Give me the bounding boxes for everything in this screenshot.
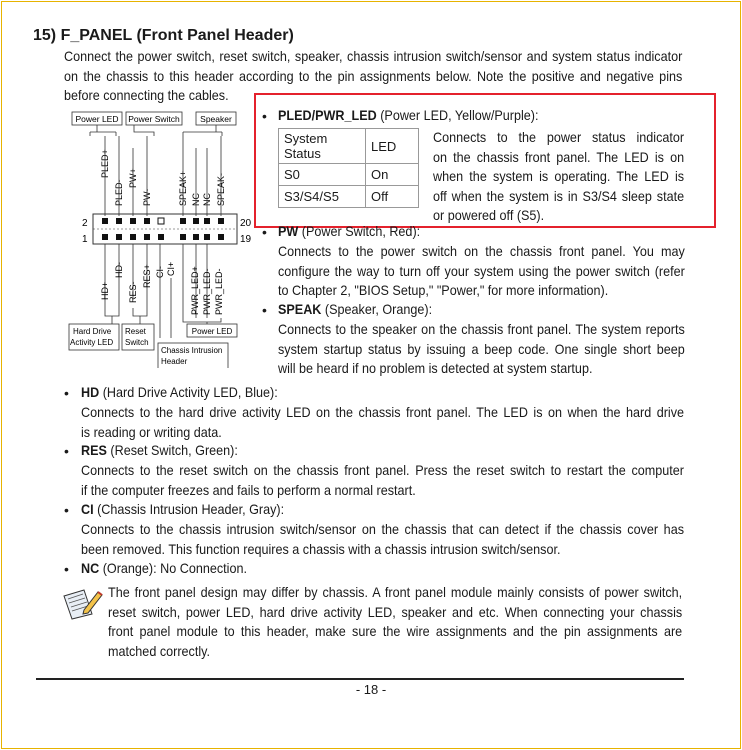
note-line: front panel module to this header, make sure the wire assignments and the pin assignments are <box>108 623 683 639</box>
ci-line: Connects to the chassis intrusion switch/sensor on the chassis that can detect if the chassis cover has <box>81 521 684 537</box>
pin-label: RES+ <box>142 264 152 288</box>
pled-line: on the chassis front panel. The LED is on <box>433 148 685 165</box>
pin-label: HD- <box>114 262 124 278</box>
page-number: - 18 - <box>355 682 387 697</box>
table-cell: On <box>366 164 419 186</box>
pin-label: HD+ <box>100 281 110 300</box>
pin-label: NC <box>191 193 201 206</box>
res-heading-rest: (Reset Switch, Green): <box>106 442 238 458</box>
status-table <box>278 128 419 208</box>
table-cell: S3/S4/S5 <box>279 186 366 208</box>
section-title: F_PANEL (Front Panel Header) <box>60 27 294 44</box>
power-led-bottom-label: Power LED <box>191 327 233 336</box>
pin-label: CI- <box>155 266 165 278</box>
hd-description <box>81 403 684 442</box>
pin-label: PLED+ <box>100 149 110 178</box>
intro-line: Connect the power switch, reset switch, speaker, chassis intrusion switch/sensor and system status indicator <box>64 48 683 64</box>
hd-line: Connects to the hard drive activity LED on the chassis front panel. The LED is on when the hard drive <box>81 404 684 420</box>
pled-line: Connects to the power status indicator <box>433 129 685 145</box>
pled-line: when the system is operating. The LED is <box>433 168 685 184</box>
pw-description <box>278 242 685 301</box>
ci-heading-rest: (Chassis Intrusion Header, Gray): <box>93 501 285 517</box>
bullet: • <box>64 561 69 577</box>
reset-switch-label: Reset Switch <box>125 327 149 347</box>
pin-label: RES- <box>128 281 138 303</box>
hd-heading-bold: HD <box>81 384 100 400</box>
pin-number-bottom-right: 19 <box>240 234 252 245</box>
pled-heading-rest: (Power LED, Yellow/Purple): <box>376 107 539 123</box>
nc-heading-rest: (Orange): No Connection. <box>99 560 247 576</box>
res-line: Connects to the reset switch on the chassis front panel. Press the reset switch to restart the computer <box>81 462 684 478</box>
table-header-row <box>279 129 419 164</box>
ci-line: been removed. This function requires a chassis with a chassis intrusion switch/sensor. <box>81 540 561 557</box>
table-header: LED <box>366 129 419 164</box>
pled-line: off when the system is in S3/S4 sleep state <box>433 187 685 204</box>
table-row <box>279 164 419 186</box>
intro-line: before connecting the cables. <box>64 87 229 103</box>
table-cell: Off <box>366 186 419 208</box>
pin-label: SPEAK- <box>216 172 226 206</box>
speak-line: will be heard if no problem is detected at system startup. <box>278 360 593 376</box>
pin-label: NC <box>202 193 212 206</box>
note-line: reset switch, power LED, hard drive activity LED, speaker and etc. When connecting your chassis <box>108 603 683 620</box>
speaker-label: Speaker <box>200 114 232 124</box>
speak-description <box>278 320 685 379</box>
pw-heading <box>278 222 420 242</box>
ci-heading <box>81 500 284 520</box>
note-line: matched correctly. <box>108 642 211 659</box>
speak-heading-rest: (Speaker, Orange): <box>321 301 433 317</box>
pw-heading-rest: (Power Switch, Red): <box>298 223 421 239</box>
pin-label: PW+ <box>128 168 138 188</box>
res-line: if the computer freezes and fails to perform a normal restart. <box>81 481 416 498</box>
pled-description <box>433 128 684 226</box>
chassis-intrusion-label: Chassis Intrusion Header <box>161 346 223 366</box>
hd-line: is reading or writing data. <box>81 423 222 440</box>
hd-heading <box>81 383 278 403</box>
pin-number-bottom-left: 1 <box>82 234 88 245</box>
speak-heading-bold: SPEAK <box>278 301 322 317</box>
note-icon <box>62 586 104 620</box>
pin-label: PWR_LED- <box>202 268 212 315</box>
section-number: 15) <box>33 27 57 44</box>
pw-line: configure the way to turn off your system using the power switch (refer <box>278 262 685 279</box>
speak-heading <box>278 300 432 320</box>
res-description <box>81 461 684 500</box>
section-heading <box>33 27 294 45</box>
res-heading <box>81 441 238 461</box>
pin-number-top-left: 2 <box>82 218 88 229</box>
bullet: • <box>64 443 69 459</box>
bullet: • <box>64 502 69 518</box>
speak-line: system startup status by issuing a beep code. One single short beep <box>278 340 685 357</box>
intro-line: on the chassis to this header according to the pin assignments below. Note the positive and negative pins <box>64 67 683 84</box>
pin-diagram <box>64 108 254 368</box>
ci-heading-bold: CI <box>81 501 94 517</box>
pin-number-top-right: 20 <box>240 218 252 229</box>
bullet: • <box>262 108 267 124</box>
note-text <box>108 583 682 661</box>
res-heading-bold: RES <box>81 442 107 458</box>
pled-heading <box>278 106 539 126</box>
pin-label: SPEAK+ <box>178 170 188 206</box>
ci-description <box>81 520 684 559</box>
pled-line: or powered off (S5). <box>433 207 545 223</box>
power-switch-label: Power Switch <box>128 114 180 124</box>
pw-line: Connects to the power switch on the chassis front panel. You may <box>278 243 685 259</box>
bullet: • <box>262 302 267 318</box>
table-cell: S0 <box>279 164 366 186</box>
speak-line: Connects to the speaker on the chassis front panel. The system reports <box>278 321 685 337</box>
pin-label: PLED- <box>114 179 124 206</box>
note-line: The front panel design may differ by chassis. A front panel module mainly consists of power switch, <box>108 584 683 600</box>
pled-heading-bold: PLED/PWR_LED <box>278 107 377 123</box>
bullet: • <box>262 224 267 240</box>
table-row <box>279 186 419 208</box>
power-led-label: Power LED <box>75 114 119 124</box>
hd-heading-rest: (Hard Drive Activity LED, Blue): <box>99 384 278 400</box>
pin-label: PWR_LED- <box>214 268 224 315</box>
bullet: • <box>64 385 69 401</box>
footer-divider <box>36 678 684 680</box>
pw-heading-bold: PW <box>278 223 299 239</box>
hard-drive-led-label: Hard Drive Activity LED <box>70 327 114 347</box>
nc-heading <box>81 559 247 579</box>
pin-label: PW- <box>142 188 152 206</box>
nc-heading-bold: NC <box>81 560 100 576</box>
table-header: System Status <box>279 129 366 164</box>
pin-label: PWR_LED+ <box>190 266 200 315</box>
pw-line: to Chapter 2, "BIOS Setup," "Power," for more information). <box>278 282 609 298</box>
pin-label: CI+ <box>166 261 176 276</box>
